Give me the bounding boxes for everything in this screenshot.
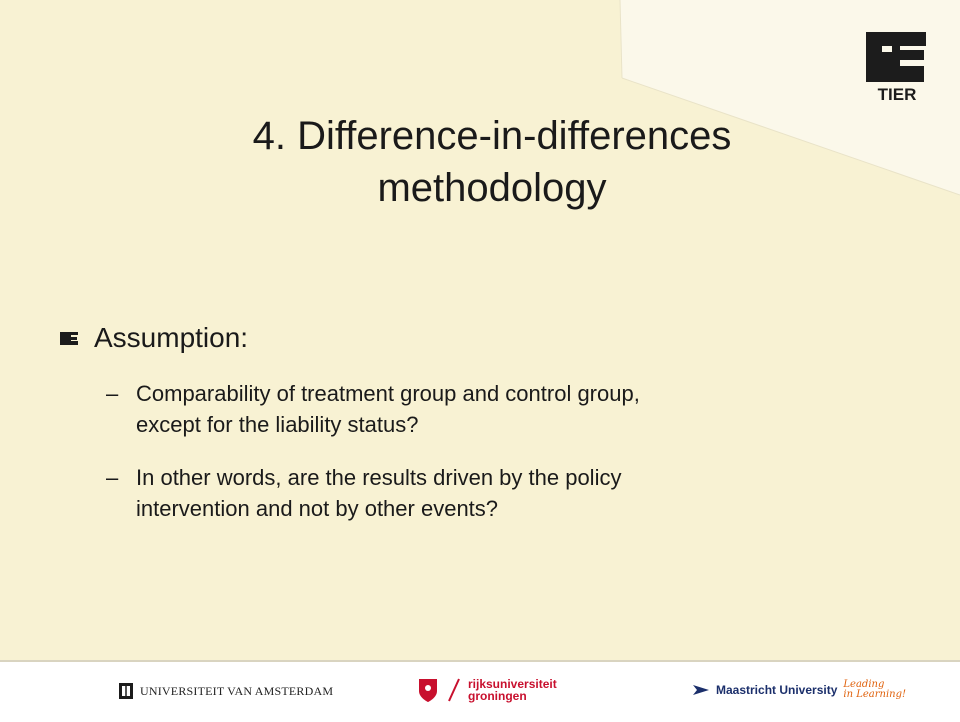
uva-crest-icon <box>118 682 134 700</box>
title-line-2: methodology <box>377 166 607 210</box>
mu-arrow-icon <box>692 683 710 697</box>
sub-item-line: except for the liability status? <box>136 412 419 437</box>
tier-logo <box>864 30 930 102</box>
sub-item-line: intervention and not by other events? <box>136 496 499 521</box>
mu-tagline <box>843 680 906 700</box>
mu-logo-text: Maastricht University <box>716 683 838 697</box>
bullet-item <box>58 322 248 354</box>
mu-tagline-line-2: in Learning! <box>843 689 907 700</box>
uva-logo-text: UNIVERSITEIT VAN AMSTERDAM <box>140 683 334 698</box>
mu-logo <box>692 680 906 700</box>
title-line-1: 4. Difference-in-differences <box>252 114 732 158</box>
footer-logo-bar <box>0 660 960 722</box>
dash: – <box>106 465 119 490</box>
bullet-text: Assumption: <box>94 322 249 353</box>
sub-item <box>106 462 866 524</box>
rug-logo-line-2: groningen <box>468 689 527 703</box>
tier-bullet-icon <box>58 329 80 347</box>
rug-crest-icon <box>416 676 440 704</box>
rug-logo <box>416 676 557 704</box>
mu-tagline-line-1: Leading <box>843 679 885 690</box>
sub-item <box>106 378 866 440</box>
rug-logo-line-1: rijksuniversiteit <box>468 677 557 691</box>
dash: – <box>106 381 119 406</box>
sub-item-line: Comparability of treatment group and control group, <box>136 381 640 406</box>
tier-e-logo-icon <box>866 32 926 82</box>
uva-logo <box>118 682 333 700</box>
rug-slash-icon <box>446 676 462 704</box>
slide-title <box>120 110 864 214</box>
sub-item-line: In other words, are the results driven by the policy <box>136 465 622 490</box>
tier-logo-text: TIER <box>877 85 917 102</box>
